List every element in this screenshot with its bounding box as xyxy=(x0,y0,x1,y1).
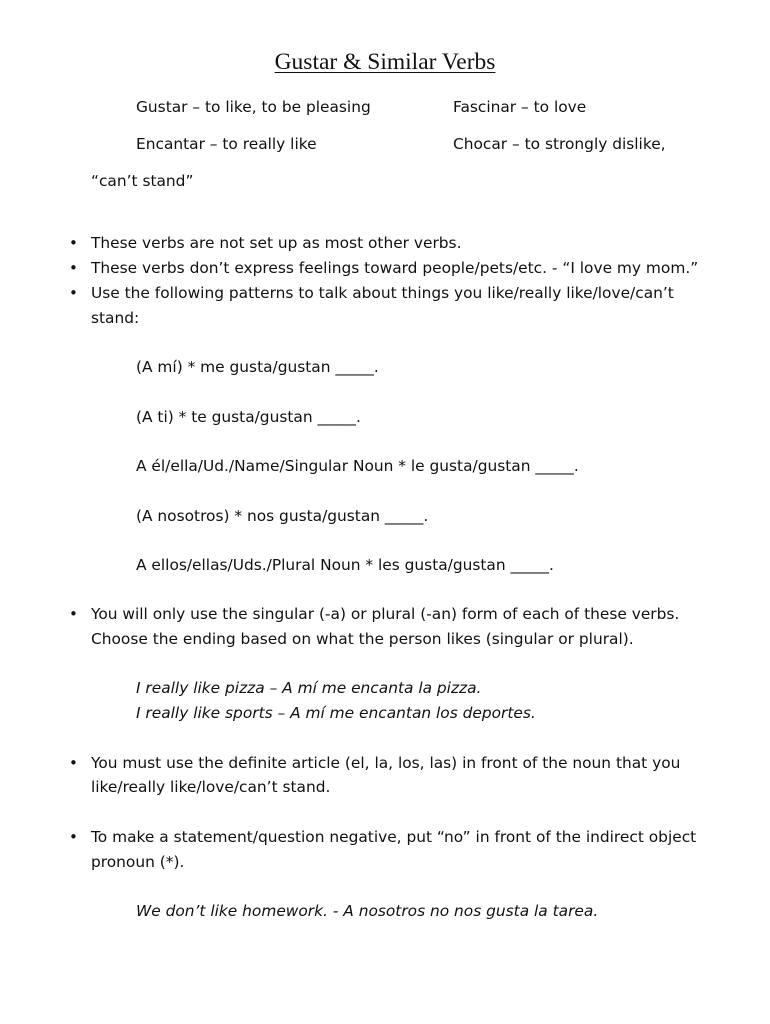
bullet-text-continued: Choose the ending based on what the person likes (singular or plural). xyxy=(91,630,634,648)
bullet-point: • xyxy=(69,259,78,277)
verb-fascinar: Fascinar – to love xyxy=(453,98,587,116)
bullet-text-continued: stand: xyxy=(91,309,140,327)
bullet-text: To make a statement/question negative, put “no” in front of the indirect object xyxy=(91,828,697,846)
example-pizza: I really like pizza – A mí me encanta la pizza. xyxy=(136,679,482,697)
bullet-text: You must use the definite article (el, la, los, las) in front of the noun that you xyxy=(91,754,681,772)
bullet-point: • xyxy=(69,754,78,772)
bullet-text-continued: pronoun (*). xyxy=(91,853,185,871)
verb-gustar: Gustar – to like, to be pleasing xyxy=(136,98,371,116)
pattern-a-ellos: A ellos/ellas/Uds./Plural Noun * les gusta/gustan _____. xyxy=(136,556,554,574)
pattern-a-ti: (A ti) * te gusta/gustan _____. xyxy=(136,408,361,426)
verb-chocar: Chocar – to strongly dislike, xyxy=(453,135,666,153)
bullet-text: These verbs are not set up as most other verbs. xyxy=(91,234,462,252)
page-title: Gustar & Similar Verbs xyxy=(274,49,496,75)
pattern-a-el: A él/ella/Ud./Name/Singular Noun * le gusta/gustan _____. xyxy=(136,457,579,475)
example-homework: We don’t like homework. - A nosotros no nos gusta la tarea. xyxy=(136,902,599,920)
example-sports: I really like sports – A mí me encantan los deportes. xyxy=(136,704,536,722)
bullet-text: Use the following patterns to talk about things you like/really like/love/can’t xyxy=(91,284,674,302)
bullet-point: • xyxy=(69,234,78,252)
bullet-point: • xyxy=(69,284,78,302)
pattern-a-mi: (A mí) * me gusta/gustan _____. xyxy=(136,358,379,376)
bullet-point: • xyxy=(69,828,78,846)
bullet-text: You will only use the singular (-a) or plural (-an) form of each of these verbs. xyxy=(91,605,680,623)
bullet-point: • xyxy=(69,605,78,623)
bullet-text-continued: like/really like/love/can’t stand. xyxy=(91,778,331,796)
verb-chocar-continued: “can’t stand” xyxy=(91,172,194,190)
pattern-a-nosotros: (A nosotros) * nos gusta/gustan _____. xyxy=(136,507,429,525)
verb-encantar: Encantar – to really like xyxy=(136,135,317,153)
bullet-text: These verbs don’t express feelings toward people/pets/etc. - “I love my mom.” xyxy=(91,259,699,277)
